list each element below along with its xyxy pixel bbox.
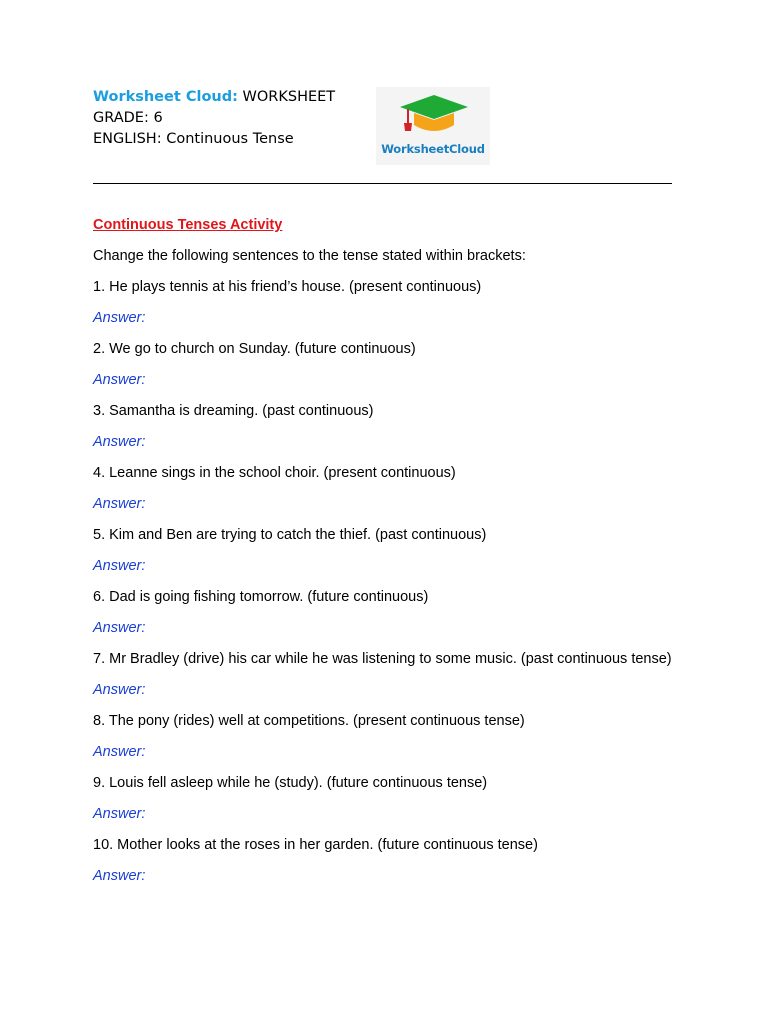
answer-label: Answer: xyxy=(93,558,146,574)
answer-label: Answer: xyxy=(93,372,146,388)
activity-instruction: Change the following sentences to the tense stated within brackets: xyxy=(93,248,526,264)
brand-name: Worksheet Cloud: xyxy=(93,89,238,105)
question-item: 10. Mother looks at the roses in her garden. (future continuous tense) xyxy=(93,837,538,853)
header-divider xyxy=(93,183,672,184)
answer-label: Answer: xyxy=(93,806,146,822)
answer-label: Answer: xyxy=(93,310,146,326)
question-item: 9. Louis fell asleep while he (study). (future continuous tense) xyxy=(93,775,488,791)
question-item: 3. Samantha is dreaming. (past continuous) xyxy=(93,403,374,419)
answer-label: Answer: xyxy=(93,496,146,512)
graduation-cap-icon xyxy=(394,93,474,141)
answer-label: Answer: xyxy=(93,682,146,698)
document-type: WORKSHEET xyxy=(242,89,336,105)
question-item: 8. The pony (rides) well at competitions. (present continuous tense) xyxy=(93,713,525,729)
question-item: 1. He plays tennis at his friend’s house. (present continuous) xyxy=(93,279,482,295)
answer-label: Answer: xyxy=(93,434,146,450)
grade-label: GRADE: 6 xyxy=(93,110,163,126)
question-item: 7. Mr Bradley (drive) his car while he was listening to some music. (past continuous tense) xyxy=(93,651,672,667)
answer-label: Answer: xyxy=(93,620,146,636)
question-list xyxy=(93,279,683,885)
activity-section xyxy=(93,217,683,899)
answer-label: Answer: xyxy=(93,868,146,884)
question-item: 5. Kim and Ben are trying to catch the thief. (past continuous) xyxy=(93,527,487,543)
answer-label: Answer: xyxy=(93,744,146,760)
subject-label: ENGLISH: Continuous Tense xyxy=(93,131,294,147)
question-item: 2. We go to church on Sunday. (future continuous) xyxy=(93,341,416,357)
activity-title: Continuous Tenses Activity xyxy=(93,217,283,233)
header-title-line xyxy=(93,87,353,108)
logo-text: WorksheetCloud xyxy=(381,142,485,156)
worksheet-header xyxy=(93,87,353,150)
question-item: 4. Leanne sings in the school choir. (present continuous) xyxy=(93,465,456,481)
question-item: 6. Dad is going fishing tomorrow. (future continuous) xyxy=(93,589,429,605)
worksheetcloud-logo xyxy=(376,87,490,165)
